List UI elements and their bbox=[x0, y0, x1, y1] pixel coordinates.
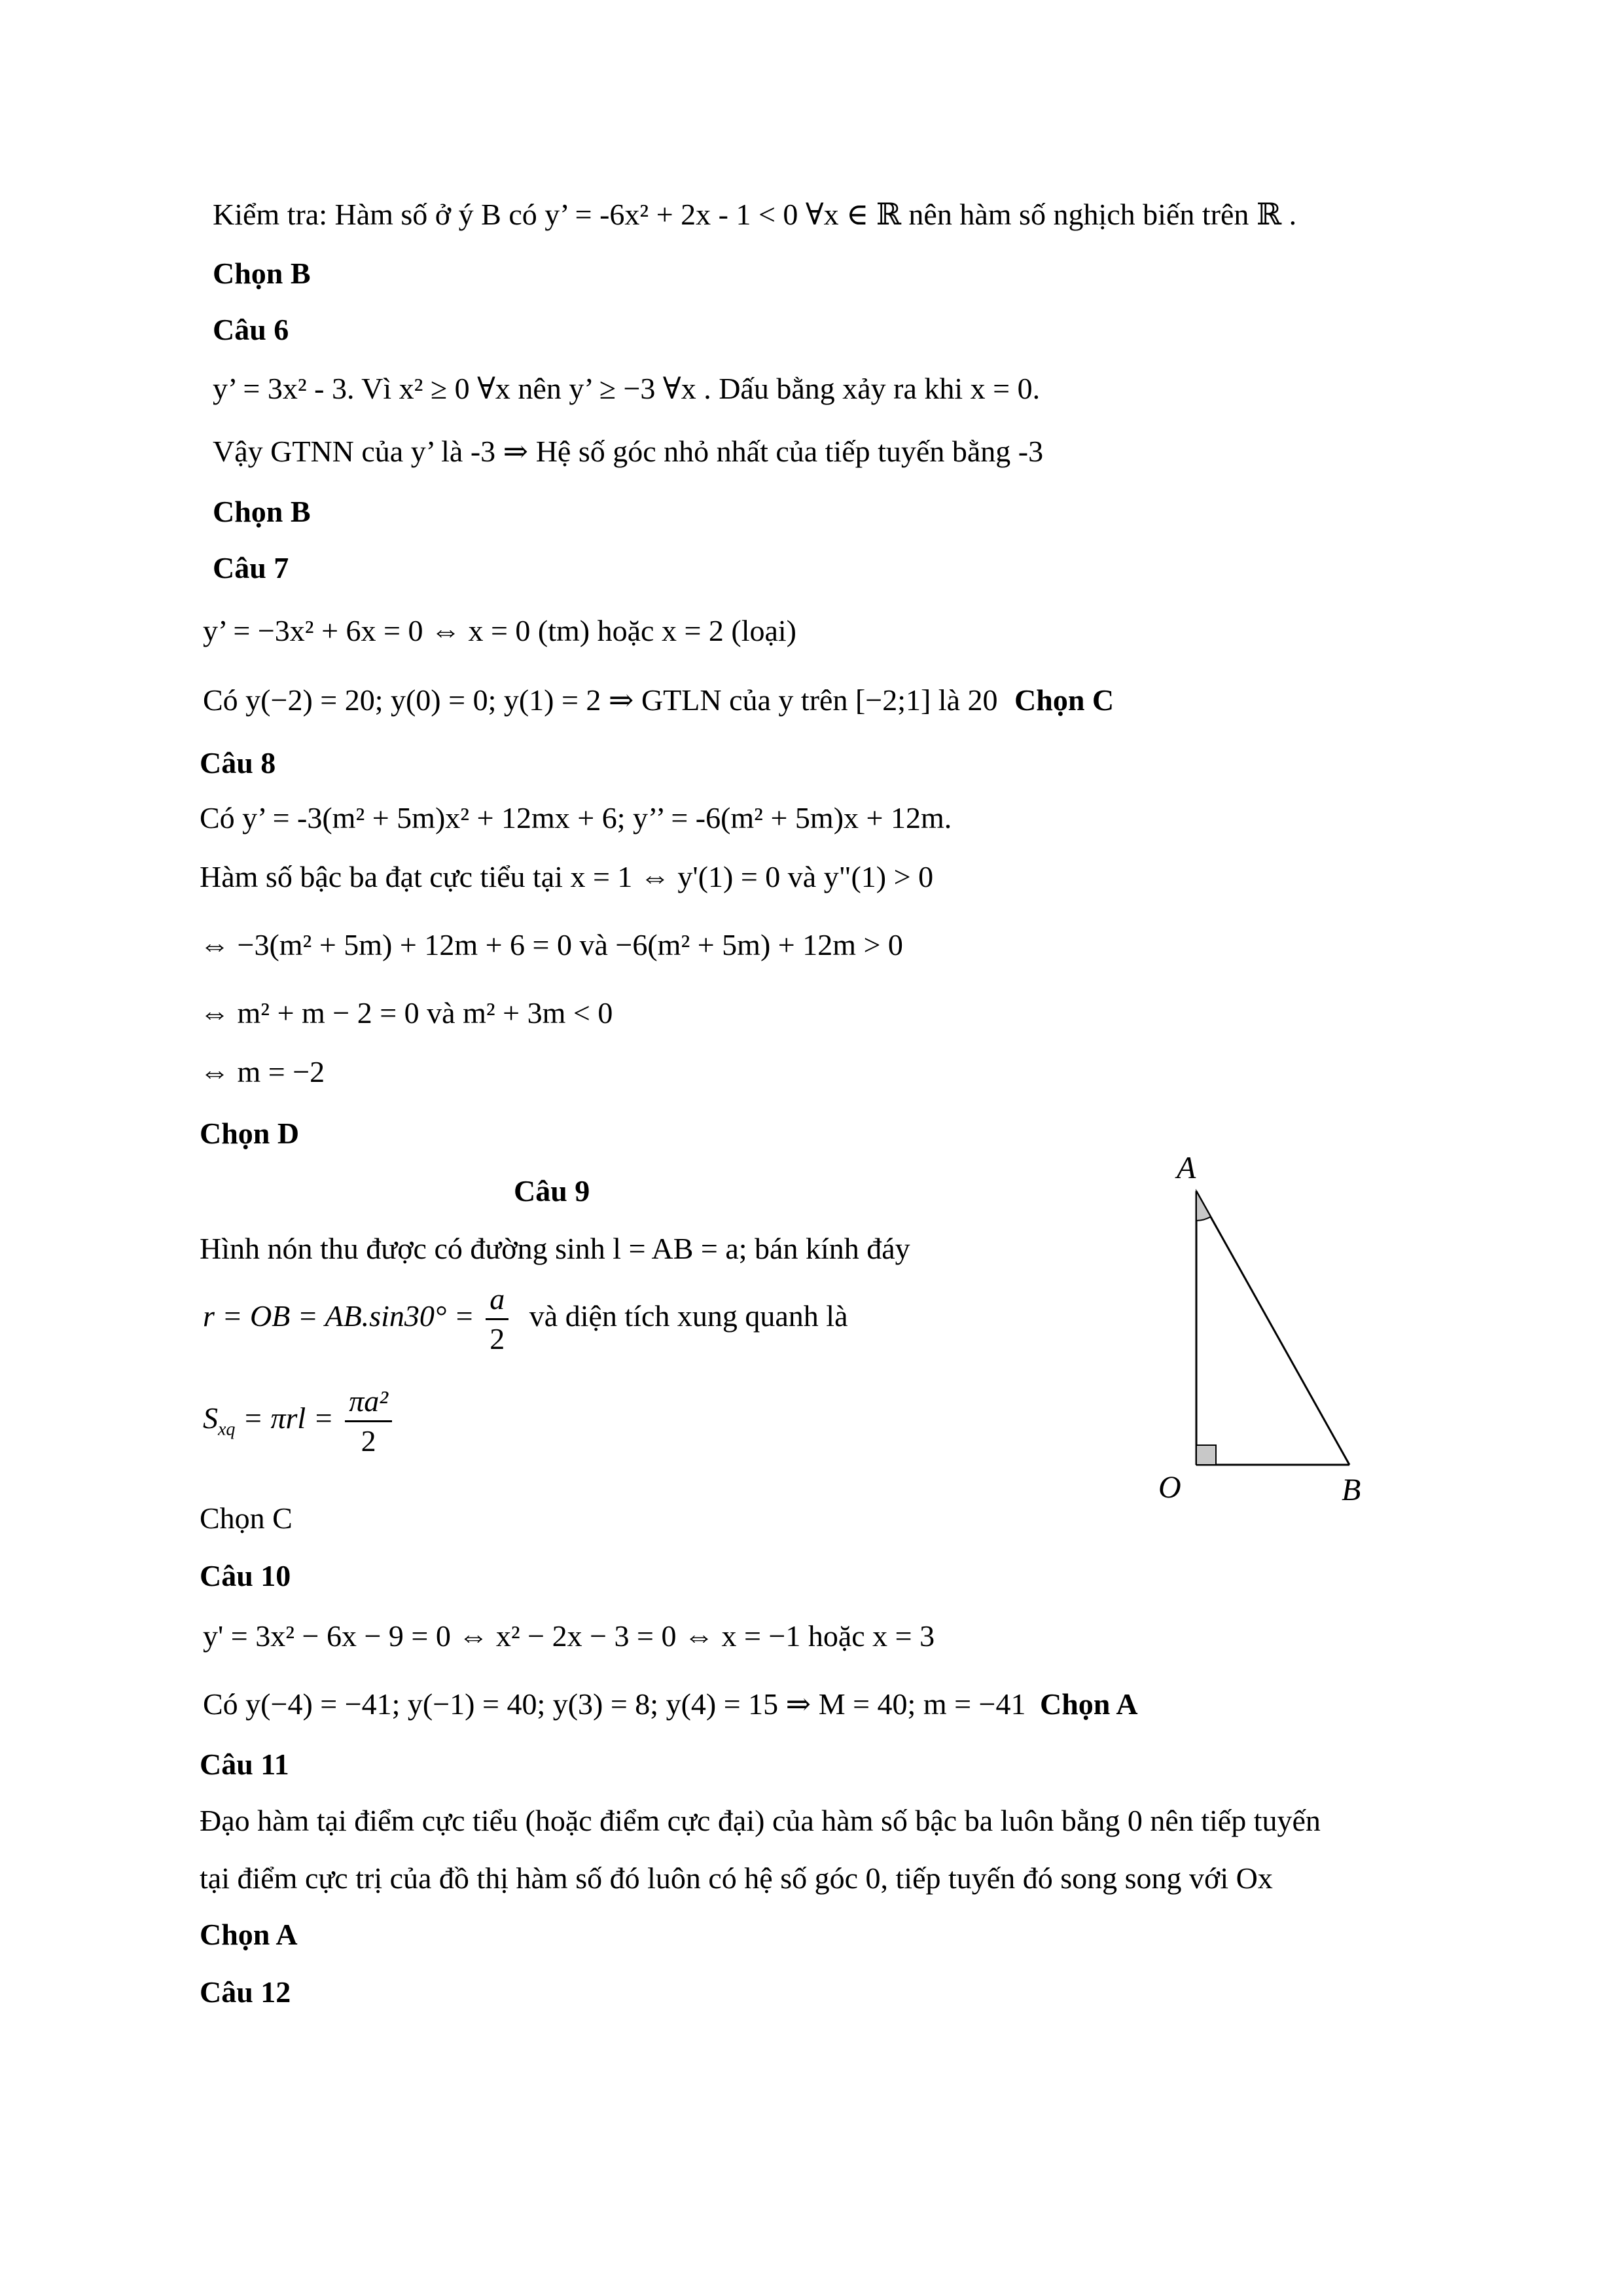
angle-a-marker bbox=[1196, 1191, 1211, 1221]
math-text: Có y(−2) = 20; y(0) = 0; y(1) = 2 ⇒ GTLN của y trên [−2;1] là 20 bbox=[203, 683, 998, 717]
fraction-denominator: 2 bbox=[361, 1424, 376, 1458]
text-line: tại điểm cực trị của đồ thị hàm số đó luôn có hệ số góc 0, tiếp tuyến đó song song với Ox bbox=[200, 1861, 1273, 1895]
text-line: Vậy GTNN của y’ là -3 ⇒ Hệ số góc nhỏ nhất của tiếp tuyến bằng -3 bbox=[213, 435, 1044, 468]
math-text: = πrl = bbox=[242, 1401, 334, 1435]
question-heading: Câu 9 bbox=[514, 1174, 590, 1208]
fraction-numerator: πa² bbox=[345, 1386, 392, 1422]
answer-choice: Chọn B bbox=[213, 257, 311, 290]
vertex-b-label: B bbox=[1342, 1473, 1361, 1507]
answer-choice: Chọn D bbox=[200, 1117, 300, 1150]
math-line: y' = 3x² − 6x − 9 = 0 ⇔ x² − 2x − 3 = 0 ⇔ x = −1 hoặc x = 3 bbox=[203, 1619, 935, 1653]
answer-choice: Chọn B bbox=[213, 495, 311, 528]
fraction bbox=[486, 1284, 508, 1354]
math-line: ⇔ m = −2 bbox=[200, 1055, 325, 1088]
triangle-figure bbox=[1139, 1139, 1400, 1518]
text-line: Kiểm tra: Hàm số ở ý B có y’ = -6x² + 2x - 1 < 0 ∀x ∈ ℝ nên hàm số nghịch biến trên ℝ . bbox=[213, 198, 1297, 231]
math-line bbox=[203, 1685, 1138, 1724]
math-line: Hàm số bậc ba đạt cực tiểu tại x = 1 ⇔ y'(1) = 0 và y"(1) > 0 bbox=[200, 860, 934, 893]
text-line: Có y’ = -3(m² + 5m)x² + 12mx + 6; y’’ = -6(m² + 5m)x + 12m. bbox=[200, 801, 952, 834]
question-heading: Câu 8 bbox=[200, 746, 276, 780]
math-line: y’ = −3x² + 6x = 0 ⇔ x = 0 (tm) hoặc x = 2 (loại) bbox=[203, 614, 796, 647]
math-text: Có y(−4) = −41; y(−1) = 40; y(3) = 8; y(4) = 15 ⇒ M = 40; m = −41 bbox=[203, 1687, 1026, 1721]
answer-choice: Chọn A bbox=[200, 1918, 298, 1951]
side-ab bbox=[1196, 1191, 1349, 1465]
answer-choice: Chọn A bbox=[1040, 1687, 1138, 1721]
question-heading: Câu 10 bbox=[200, 1559, 291, 1592]
vertex-a-label: A bbox=[1177, 1151, 1196, 1185]
math-subscript: xq bbox=[218, 1419, 236, 1440]
question-heading: Câu 11 bbox=[200, 1748, 289, 1781]
question-heading: Câu 6 bbox=[213, 313, 289, 346]
question-heading: Câu 12 bbox=[200, 1975, 291, 2009]
math-line: ⇔ m² + m − 2 = 0 và m² + 3m < 0 bbox=[200, 996, 613, 1030]
text: và diện tích xung quanh là bbox=[529, 1299, 848, 1333]
math-line bbox=[203, 1284, 848, 1354]
math-symbol: S bbox=[203, 1401, 218, 1435]
math-line bbox=[203, 1386, 396, 1456]
answer-choice: Chọn C bbox=[200, 1501, 293, 1535]
math-line: ⇔ −3(m² + 5m) + 12m + 6 = 0 và −6(m² + 5m) + 12m > 0 bbox=[200, 928, 903, 961]
text-line: y’ = 3x² - 3. Vì x² ≥ 0 ∀x nên y’ ≥ −3 ∀x . Dấu bằng xảy ra khi x = 0. bbox=[213, 372, 1041, 405]
math-text: r = OB = AB.sin30° = bbox=[203, 1299, 474, 1333]
vertex-o-label: O bbox=[1158, 1470, 1181, 1505]
text-line: Đạo hàm tại điểm cực tiểu (hoặc điểm cực đại) của hàm số bậc ba luôn bằng 0 nên tiếp tuyến bbox=[200, 1804, 1321, 1837]
fraction bbox=[345, 1386, 392, 1456]
right-angle-marker bbox=[1196, 1445, 1216, 1465]
question-heading: Câu 7 bbox=[213, 551, 289, 584]
math-line bbox=[203, 681, 1114, 720]
fraction-numerator: a bbox=[486, 1284, 508, 1320]
fraction-denominator: 2 bbox=[490, 1322, 505, 1355]
answer-choice: Chọn C bbox=[1014, 683, 1115, 717]
text-line: Hình nón thu được có đường sinh l = AB = a; bán kính đáy bbox=[200, 1232, 910, 1265]
